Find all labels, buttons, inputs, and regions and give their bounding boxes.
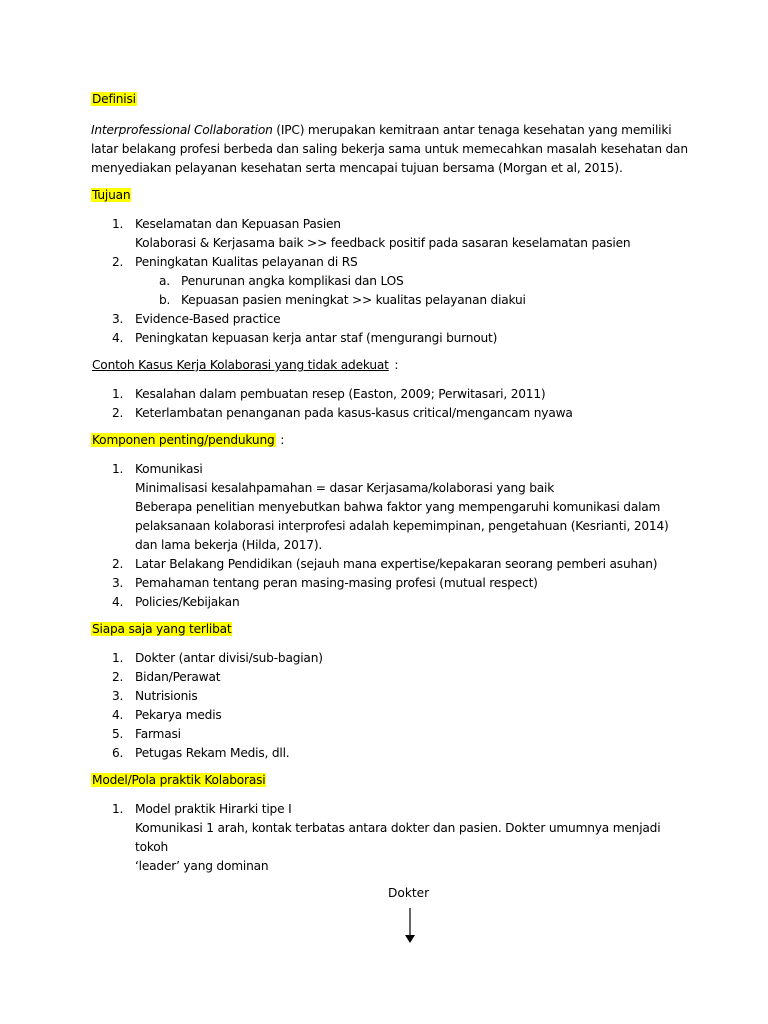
sub-list-item: b. Kepuasan pasien meningkat >> kualitas pelayanan diakui [159,293,526,307]
list-item: 3. Nutrisionis [112,689,198,703]
list-item: 1. Komunikasi Minimalisasi kesalahpamahan = dasar Kerjasama/kolaborasi yang baik Beberapa penelitian menyebutkan bahwa faktor yang mempengaruhi komunikasi dalam pelaksanaan kolaborasi interprofesi adalah kepemimpinan, pengetahuan (Kesrianti, 2014) dan lama bekerja (Hilda, 2017). [112,462,669,552]
list-item: 2. Peningkatan Kualitas pelayanan di RS a. Penurunan angka komplikasi dan LOS b. Kepuasan pasien meningkat >> kualitas pelayanan diakui [91,253,691,310]
heading-model: Model/Pola praktik Kolaborasi [92,773,266,787]
list-item: 3. Evidence-Based practice [112,312,281,326]
model-list [91,800,691,876]
list-item: 2. Bidan/Perawat [112,670,221,684]
definisi-text: (IPC) merupakan kemitraan antar tenaga kesehatan yang memiliki latar belakang profesi berbeda dan saling bekerja sama untuk memecahkan masalah kesehatan dan menyediakan pelayanan kesehatan serta mencapai tujuan bersama [91,123,688,175]
list-item: 4. Peningkatan kepuasan kerja antar staf (mengurangi burnout) [112,331,498,345]
heading-siapa: Siapa saja yang terlibat [92,622,232,636]
definisi-citation: (Morgan et al, 2015). [498,161,623,175]
heading-komponen: Komponen penting/pendukung : [92,433,285,447]
arrow-down-icon [404,908,416,944]
definisi-paragraph [91,121,691,178]
list-item: 1. Model praktik Hirarki tipe I Komunikasi 1 arah, kontak terbatas antara dokter dan pasien. Dokter umumnya menjadi tokoh ‘leader’ yang dominan [112,802,661,873]
tujuan-sublist [135,272,691,310]
siapa-list [91,649,691,763]
list-item: 2. Latar Belakang Pendidikan (sejauh mana expertise/kepakaran seorang pemberi asuhan) [112,557,658,571]
komponen-list [91,460,691,612]
heading-definisi: Definisi [92,92,136,106]
tujuan-list [91,215,691,348]
list-item: 1. Keselamatan dan Kepuasan Pasien Kolaborasi & Kerjasama baik >> feedback positif pada sasaran keselamatan pasien [112,217,631,250]
definisi-term: Interprofessional Collaboration [91,123,273,137]
list-item: 5. Farmasi [112,727,181,741]
contoh-list [91,385,691,423]
document-body [91,90,691,884]
list-item: 3. Pemahaman tentang peran masing-masing profesi (mutual respect) [112,576,538,590]
sub-list-item: a. Penurunan angka komplikasi dan LOS [159,274,404,288]
heading-tujuan: Tujuan [92,188,131,202]
list-item: 6. Petugas Rekam Medis, dll. [112,746,290,760]
diagram-dokter-label: Dokter [388,886,430,900]
list-item: 4. Policies/Kebijakan [112,595,240,609]
list-item: 1. Dokter (antar divisi/sub-bagian) [112,651,323,665]
list-item: 1. Kesalahan dalam pembuatan resep (Easton, 2009; Perwitasari, 2011) [112,387,546,401]
list-item: 2. Keterlambatan penanganan pada kasus-kasus critical/mengancam nyawa [112,406,573,420]
heading-contoh: Contoh Kasus Kerja Kolaborasi yang tidak adekuat : [92,358,399,372]
list-item: 4. Pekarya medis [112,708,222,722]
